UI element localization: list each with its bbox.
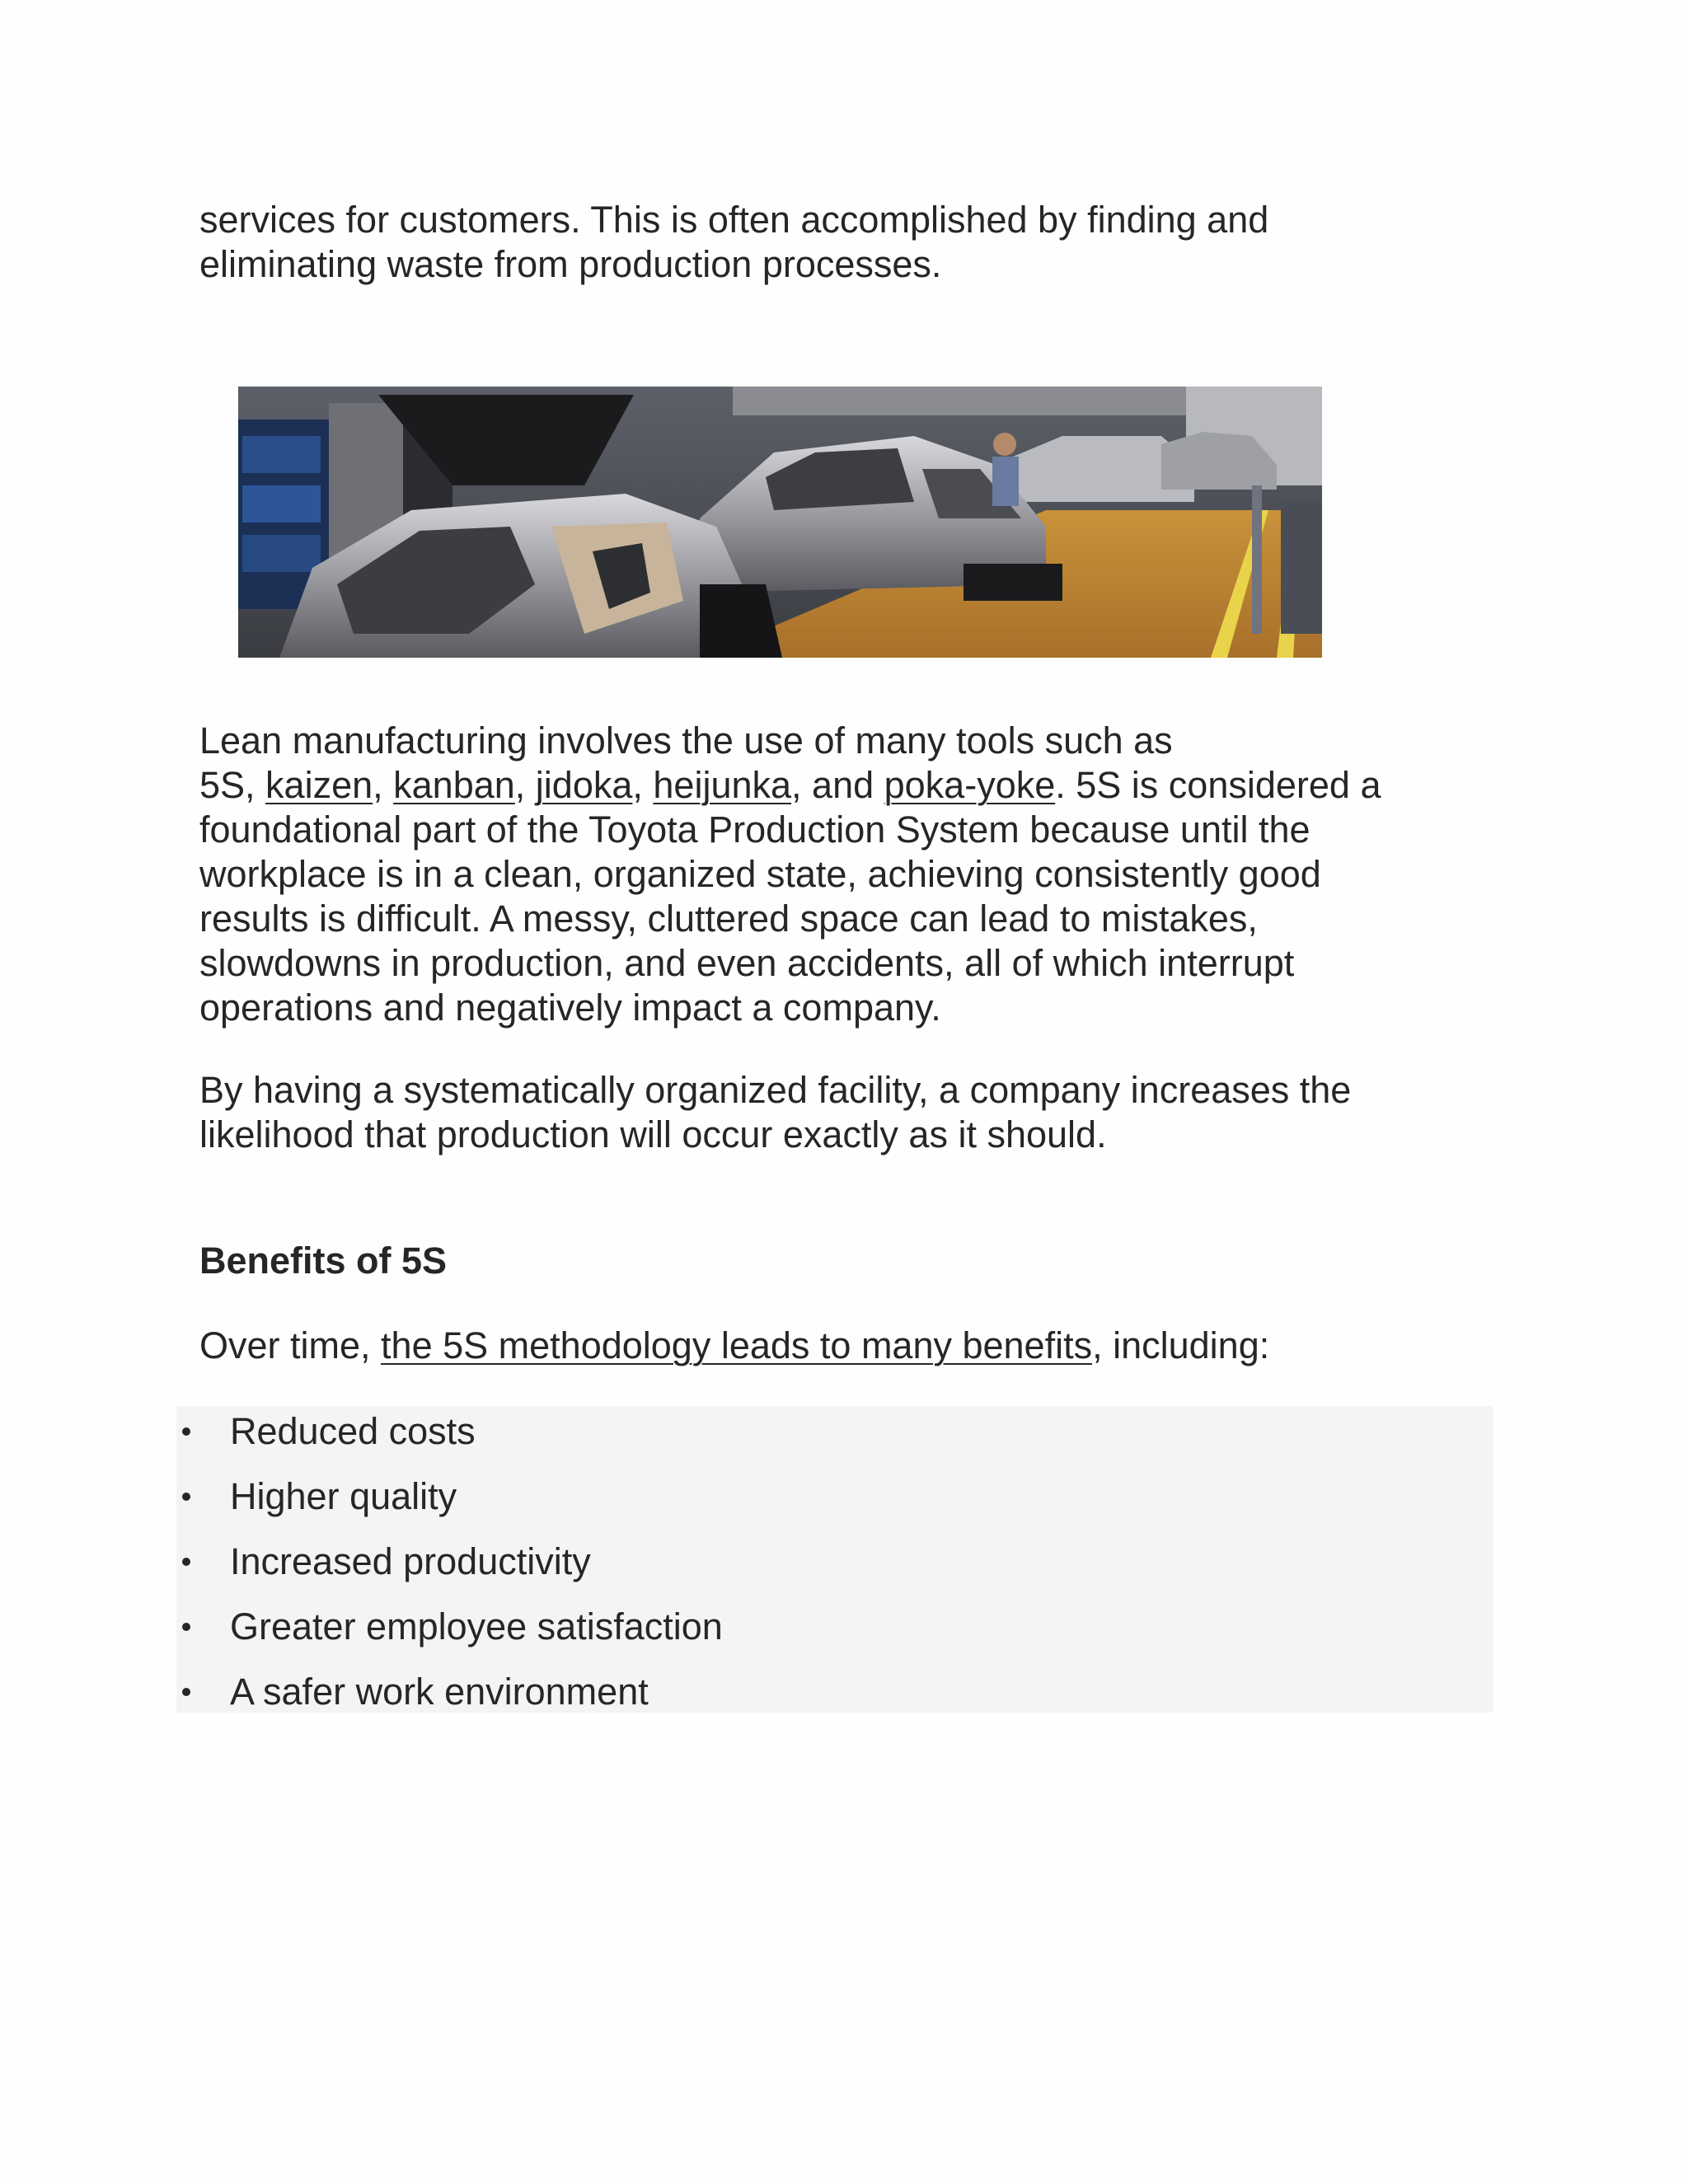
- car-assembly-line-photo: [238, 387, 1322, 658]
- intro-line-1: services for customers. This is often accomplished by finding and: [199, 199, 1269, 241]
- organized-facility-paragraph: [199, 1068, 1485, 1157]
- poka-yoke-link[interactable]: poka-yoke: [884, 764, 1056, 806]
- benefits-list-box: [176, 1406, 1493, 1713]
- intro-line-2: eliminating waste from production processes.: [199, 243, 942, 285]
- separator: ,: [632, 764, 654, 806]
- intro-paragraph: [199, 198, 1485, 287]
- lean-line-5: results is difficult. A messy, cluttered space can lead to mistakes,: [199, 898, 1258, 940]
- list-item-text: A safer work environment: [230, 1671, 649, 1713]
- kaizen-link[interactable]: kaizen: [265, 764, 373, 806]
- separator: , and: [791, 764, 884, 806]
- lean-line-7: operations and negatively impact a company.: [199, 987, 941, 1029]
- heijunka-link[interactable]: heijunka: [653, 764, 792, 806]
- list-item-text: Reduced costs: [230, 1410, 476, 1452]
- lean-line-4: workplace is in a clean, organized state, achieving consistently good: [199, 853, 1321, 895]
- separator: ,: [514, 764, 536, 806]
- benefits-intro-paragraph: [199, 1324, 1485, 1368]
- list-item: [176, 1474, 1493, 1540]
- list-item: [176, 1670, 1493, 1735]
- lean-line-6: slowdowns in production, and even accidents, all of which interrupt: [199, 942, 1295, 984]
- bullet-icon: [182, 1493, 190, 1501]
- lean-line-2-prefix: 5S,: [199, 764, 266, 806]
- bullet-icon: [182, 1623, 190, 1631]
- list-item: [176, 1605, 1493, 1670]
- lean-line-1: Lean manufacturing involves the use of many tools such as: [199, 719, 1173, 762]
- organized-line-1: By having a systematically organized facility, a company increases the: [199, 1069, 1352, 1111]
- benefits-intro-suffix: , including:: [1092, 1324, 1270, 1366]
- benefits-heading: Benefits of 5S: [199, 1240, 448, 1282]
- bullet-icon: [182, 1688, 190, 1696]
- separator: ,: [373, 764, 394, 806]
- list-item-text: Greater employee satisfaction: [230, 1605, 723, 1647]
- bullet-icon: [182, 1558, 190, 1566]
- jidoka-link[interactable]: jidoka: [535, 764, 633, 806]
- lean-line-2-suffix: . 5S is considered a: [1055, 764, 1381, 806]
- list-item: [176, 1540, 1493, 1605]
- lean-line-3: foundational part of the Toyota Production System because until the: [199, 808, 1311, 851]
- bullet-icon: [182, 1427, 190, 1436]
- list-item: [176, 1409, 1493, 1474]
- organized-line-2: likelihood that production will occur exactly as it should.: [199, 1113, 1107, 1155]
- benefits-intro-prefix: Over time,: [199, 1324, 382, 1366]
- 5s-methodology-benefits-link[interactable]: the 5S methodology leads to many benefits: [381, 1324, 1093, 1366]
- lean-tools-paragraph: [199, 719, 1485, 1030]
- kanban-link[interactable]: kanban: [393, 764, 515, 806]
- list-item-text: Higher quality: [230, 1475, 457, 1517]
- list-item-text: Increased productivity: [230, 1540, 591, 1582]
